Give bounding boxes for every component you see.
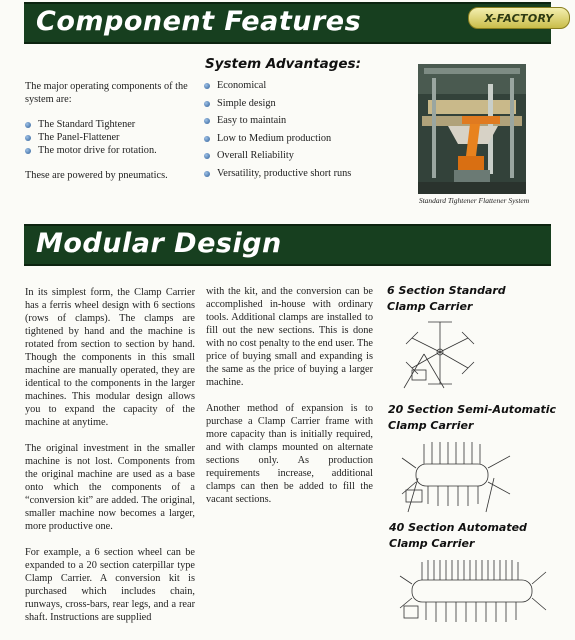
bullet-icon [204, 118, 210, 124]
bullet-icon [204, 136, 210, 142]
forty-section-carrier-diagram [398, 556, 548, 628]
modular-column-2 [206, 285, 373, 519]
bullet-icon [25, 135, 31, 141]
list-item: Easy to maintain [204, 114, 414, 132]
paragraph: In its simplest form, the Clamp Carrier has a ferris wheel design with 6 sections (rows of clamps). The clamps are tightened by hand and the machine is rotated from section to section by hand. Though the components in this small machine are manually operated, they are identical to the components in the larger machines. This modular design allows you to expand the capacity of the machine at anytime. [25, 287, 195, 428]
components-list [25, 118, 195, 157]
twenty-section-carrier-diagram [398, 438, 514, 514]
bullet-icon [25, 148, 31, 154]
list-item: The Standard Tightener [25, 118, 195, 131]
list-item: The Panel-Flattener [25, 131, 195, 144]
paragraph: Another method of expansion is to purchase a Clamp Carrier frame with more capacity than is initially required, and with clamps mounted on alternate sections only. As production requirements increase, additional clamps can then be added to fill the vacant sections. [206, 403, 373, 505]
list-item: The motor drive for rotation. [25, 144, 195, 157]
x-factory-logo [468, 7, 570, 29]
tightener-flattener-photo [418, 64, 526, 194]
bullet-icon [204, 153, 210, 159]
machine-photo-illustration [418, 64, 526, 194]
components-intro [25, 80, 195, 182]
powered-text: These are powered by pneumatics. [25, 170, 168, 181]
modular-column-1 [25, 286, 195, 637]
modular-design-title: Modular Design [36, 228, 282, 259]
advantages-title: System Advantages: [205, 56, 361, 72]
twenty-section-label: 20 Section Semi-Automatic Clamp Carrier [388, 403, 557, 432]
paragraph: The original investment in the smaller machine is not lost. Components from the original machine are used as a base onto which the components of a “conversion kit” are added. The original, smaller machine now becomes a larger, more productive one. [25, 443, 195, 532]
forty-section-label: 40 Section Automated Clamp Carrier [389, 521, 527, 550]
photo-caption: Standard Tightener Flattener System [418, 196, 530, 205]
six-section-carrier-diagram [398, 318, 478, 390]
component-features-title: Component Features [36, 6, 362, 37]
paragraph: For example, a 6 section wheel can be expanded to a 20 section caterpillar type Clamp Carrier. A conversion kit is purchased which includes chain, runways, cross-bars, rear legs, and a rear shaft. Instructions are supplied [25, 547, 195, 623]
modular-design-banner [24, 224, 551, 266]
bullet-icon [25, 122, 31, 128]
list-item: Versatility, productive short runs [204, 167, 414, 185]
list-item: Low to Medium production [204, 132, 414, 150]
intro-text: The major operating components of the system are: [25, 81, 188, 105]
bullet-icon [204, 101, 210, 107]
list-item: Overall Reliability [204, 149, 414, 167]
logo-text: X-FACTORY [484, 11, 554, 25]
list-item: Simple design [204, 97, 414, 115]
advantages-list [204, 79, 414, 185]
paragraph: with the kit, and the conversion can be accomplished in-house with ordinary tools. Additional clamps are installed to fill out the new sections. This is done with no cost penalty to the end user. The price of buying small and expanding is the same as the price of buying a larger machine. [206, 286, 373, 388]
list-item: Economical [204, 79, 414, 97]
bullet-icon [204, 171, 210, 177]
six-section-label: 6 Section Standard Clamp Carrier [387, 284, 506, 313]
bullet-icon [204, 83, 210, 89]
